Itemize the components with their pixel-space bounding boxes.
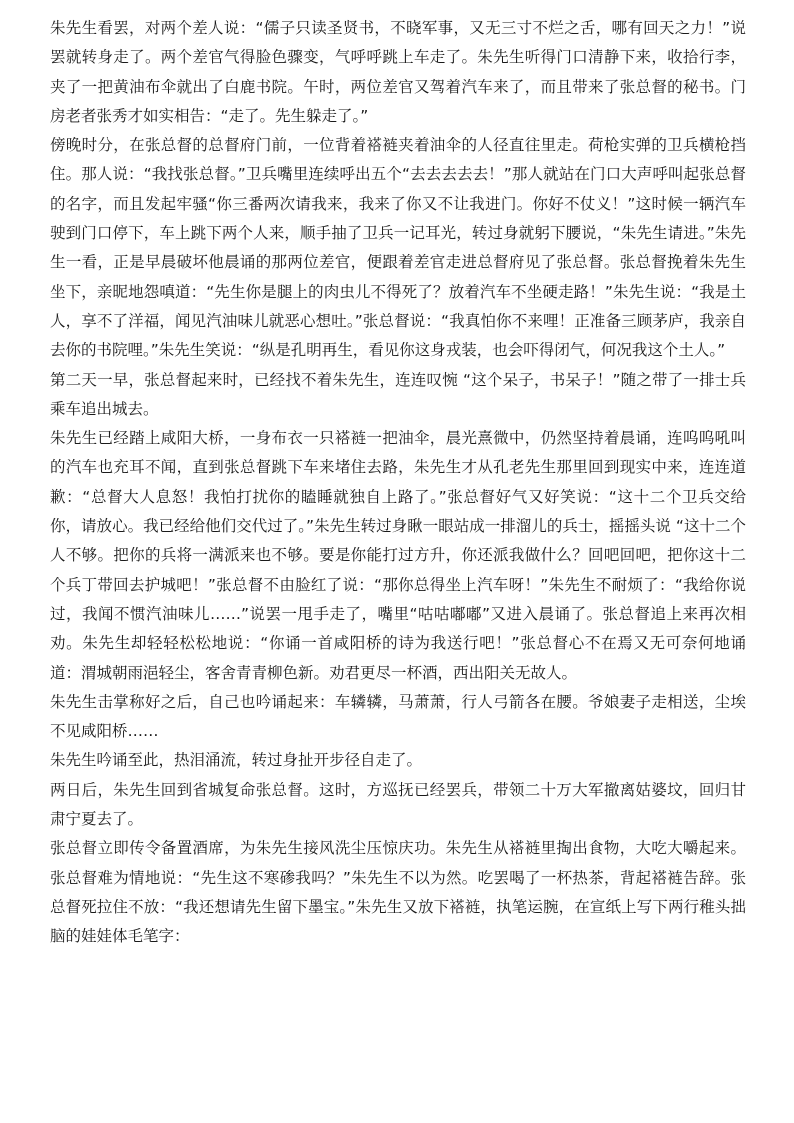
paragraph-6: 朱先生吟诵至此，热泪涌流，转过身扯开步径自走了。	[50, 751, 423, 770]
paragraph-8: 张总督立即传令备置酒席，为朱先生接风洗尘压惊庆功。朱先生从褡裢里掏出食物，大吃大嚼起来。张总督难为情地说：“先生这不寒碜我吗？”朱先生不以为然。吃罢喝了一杯热茶，背起褡裢告辞。张总督死拉住不放：“我还想请先生留下墨宝。”朱先生又放下褡裢，执笔运腕，在宣纸上写下两行稚头拙脑的娃娃体毛笔字：	[50, 839, 746, 946]
document-page	[50, 14, 746, 952]
paragraph-1: 朱先生看罢，对两个差人说：“儒子只读圣贤书，不晓军事，又无三寸不烂之舌，哪有回天之力！”说罢就转身走了。两个差官气得脸色骤变，气呼呼跳上车走了。朱先生听得门口清静下来，收拾行李，夹了一把黄油布伞就出了白鹿书院。午时，两位差官又驾着汽车来了，而且带来了张总督的秘书。门房老者张秀才如实相告：“走了。先生躲走了。”	[50, 19, 746, 125]
paragraph-3: 第二天一早，张总督起来时，已经找不着朱先生，连连叹惋 “这个呆子，书呆子！”随之带了一排士兵乘车追出城去。	[50, 370, 746, 418]
paragraph-2: 傍晚时分，在张总督的总督府门前，一位背着褡裢夹着油伞的人径直往里走。荷枪实弹的卫兵横枪挡住。那人说：“我找张总督。”卫兵嘴里连续呼出五个“去去去去去！”那人就站在门口大声呼叫起张总督的名字，而且发起牢骚“你三番两次请我来，我来了你又不让我进门。你好不仗义！”这时候一辆汽车驶到门口停下，车上跳下两个人来，顺手抽了卫兵一记耳光，转过身就躬下腰说，“朱先生请进。”朱先生一看，正是早晨破坏他晨诵的那两位差官，便跟着差官走进总督府见了张总督。张总督挽着朱先生坐下，亲昵地怨嗔道：“先生你是腿上的肉虫儿不得死了？放着汽车不坐硬走路！”朱先生说：“我是土人，享不了洋福，闻见汽油味儿就恶心想吐。”张总督说：“我真怕你不来哩！正准备三顾茅庐，我亲自去你的书院哩。”朱先生笑说：“纵是孔明再生，看见你这身戎装，也会吓得闭气，何况我这个土人。”	[50, 136, 746, 360]
paragraph-5: 朱先生击掌称好之后，自己也吟诵起来：车辚辚，马萧萧，行人弓箭各在腰。爷娘妻子走相送，尘埃不见咸阳桥……	[50, 692, 746, 741]
paragraph-4: 朱先生已经踏上咸阳大桥，一身布衣一只褡裢一把油伞，晨光熹微中，仍然坚持着晨诵，连呜呜吼叫的汽车也充耳不闻，直到张总督跳下车来堵住去路，朱先生才从孔老先生那里回到现实中来，连连道歉：“总督大人息怒！我怕打扰你的瞌睡就独自上路了。”张总督好气又好笑说：“这十二个卫兵交给你，请放心。我已经给他们交代过了。”朱先生转过身瞅一眼站成一排溜儿的兵士，摇摇头说 “这十二个人不够。把你的兵将一满派来也不够。要是你能打过方升，你还派我做什么？回吧回吧，把你这十二个兵丁带回去护城吧！”张总督不由脸红了说：“那你总得坐上汽车呀！”朱先生不耐烦了：“我给你说过，我闻不惯汽油味儿……”说罢一甩手走了，嘴里“咕咕嘟嘟”又进入晨诵了。张总督追上来再次相劝。朱先生却轻轻松松地说：“你诵一首咸阳桥的诗为我送行吧！”张总督心不在焉又无可奈何地诵道：渭城朝雨浥轻尘，客舍青青柳色新。劝君更尽一杯酒，西出阳关无故人。	[50, 429, 746, 682]
paragraph-7: 两日后，朱先生回到省城复命张总督。这时，方巡抚已经罢兵，带领二十万大军撤离姑婆坟，回归甘肃宁夏去了。	[50, 780, 746, 829]
